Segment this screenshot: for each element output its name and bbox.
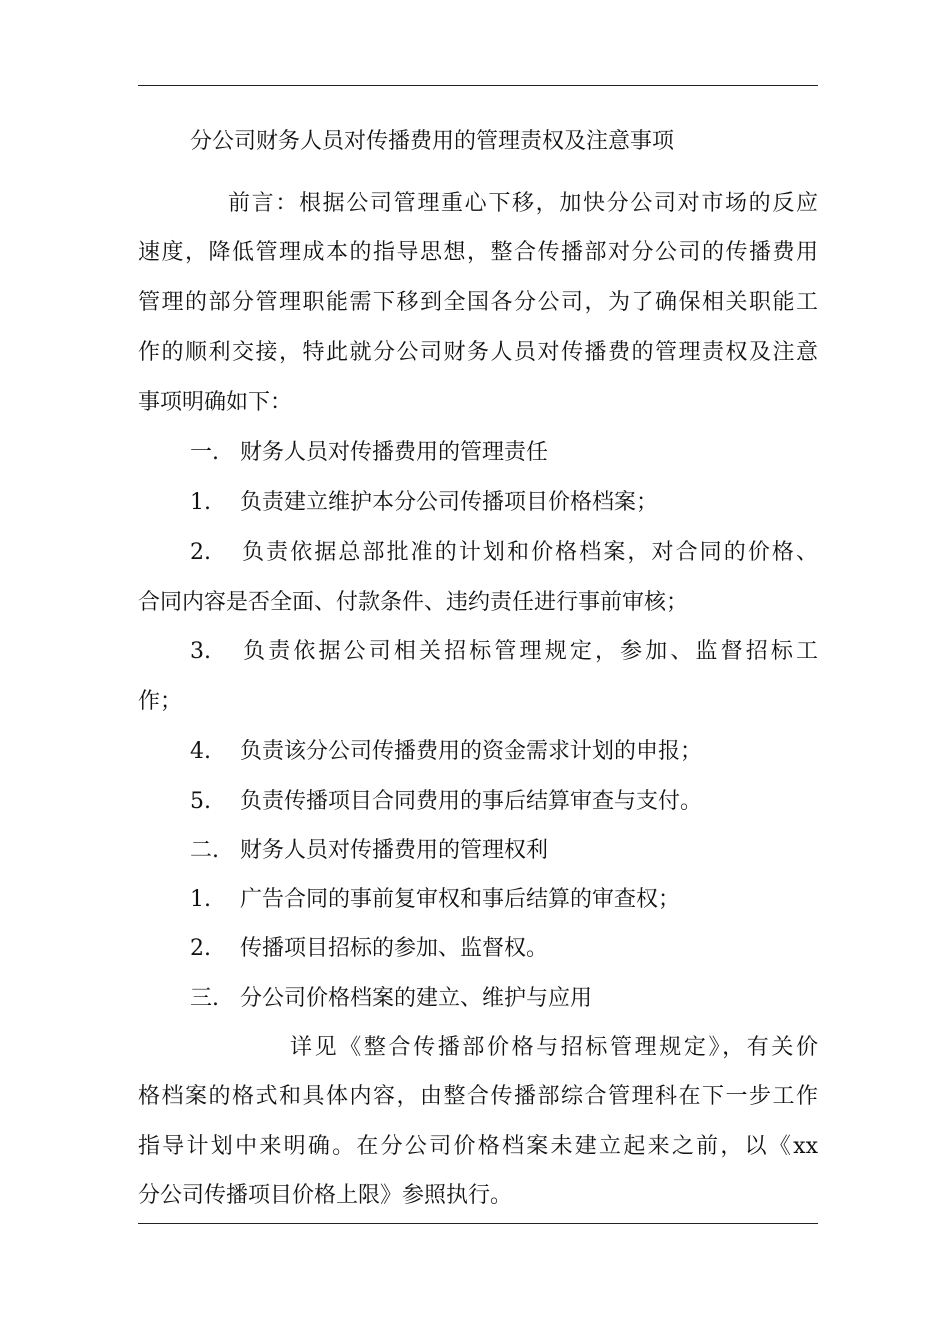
item-text: 负责依据公司相关招标管理规定，参加、监督招标工 [240, 639, 818, 664]
preface-line-1: 前言：根据公司管理重心下移，加快分公司对市场的反应 [228, 191, 818, 216]
section-1-item-1 [190, 489, 818, 517]
item-number: 2. [190, 936, 211, 961]
section-number: 一. [190, 440, 219, 465]
section-heading-text: 分公司价格档案的建立、维护与应用 [240, 986, 593, 1011]
item-text: 负责依据总部批准的计划和价格档案，对合同的价格、 [240, 540, 818, 565]
preface-line-3: 管理的部分管理职能需下移到全国各分公司，为了确保相关职能工 [138, 290, 818, 315]
section-2-item-1 [190, 886, 818, 914]
section-3-detail-line-2: 格档案的格式和具体内容，由整合传播部综合管理科在下一步工作 [138, 1084, 818, 1109]
section-number: 二. [190, 838, 219, 863]
section-1-item-4 [190, 738, 818, 766]
section-1-item-3 [190, 638, 818, 666]
header-rule [138, 85, 818, 86]
item-text: 广告合同的事前复审权和事后结算的审查权； [240, 887, 681, 912]
section-1-item-2 [190, 539, 818, 567]
section-3-detail-line-4: 分公司传播项目价格上限》参照执行。 [138, 1183, 513, 1208]
document-title: 分公司财务人员对传播费用的管理责权及注意事项 [190, 129, 675, 154]
item-number: 2. [190, 540, 211, 565]
section-3-heading [190, 985, 818, 1013]
footer-rule [138, 1223, 818, 1224]
item-number: 5. [190, 789, 211, 814]
item-text: 负责该分公司传播费用的资金需求计划的申报； [240, 739, 703, 764]
section-1-item-3-continuation: 作； [138, 689, 183, 714]
section-heading-text: 财务人员对传播费用的管理权利 [240, 838, 549, 863]
item-number: 1. [190, 490, 211, 515]
item-number: 3. [190, 639, 211, 664]
section-heading-text: 财务人员对传播费用的管理责任 [240, 440, 549, 465]
section-number: 三. [190, 986, 219, 1011]
preface-line-2: 速度，降低管理成本的指导思想，整合传播部对分公司的传播费用 [138, 240, 818, 265]
item-number: 1. [190, 887, 211, 912]
section-1-item-2-continuation: 合同内容是否全面、付款条件、违约责任进行事前审核； [138, 590, 689, 615]
section-2-item-2 [190, 935, 818, 963]
section-2-heading [190, 837, 818, 865]
section-3-detail-line-3: 指导计划中来明确。在分公司价格档案未建立起来之前，以《xx [138, 1134, 818, 1159]
item-text: 负责传播项目合同费用的事后结算审查与支付。 [240, 789, 703, 814]
section-3-detail-line-1: 详见《整合传播部价格与招标管理规定》，有关价 [290, 1035, 818, 1060]
section-1-heading [190, 439, 818, 467]
section-1-item-5 [190, 788, 818, 816]
item-number: 4. [190, 739, 211, 764]
item-text: 传播项目招标的参加、监督权。 [240, 936, 549, 961]
item-text: 负责建立维护本分公司传播项目价格档案； [240, 490, 659, 515]
preface-line-4: 作的顺利交接，特此就分公司财务人员对传播费的管理责权及注意 [138, 340, 818, 365]
preface-line-5: 事项明确如下： [138, 390, 293, 415]
